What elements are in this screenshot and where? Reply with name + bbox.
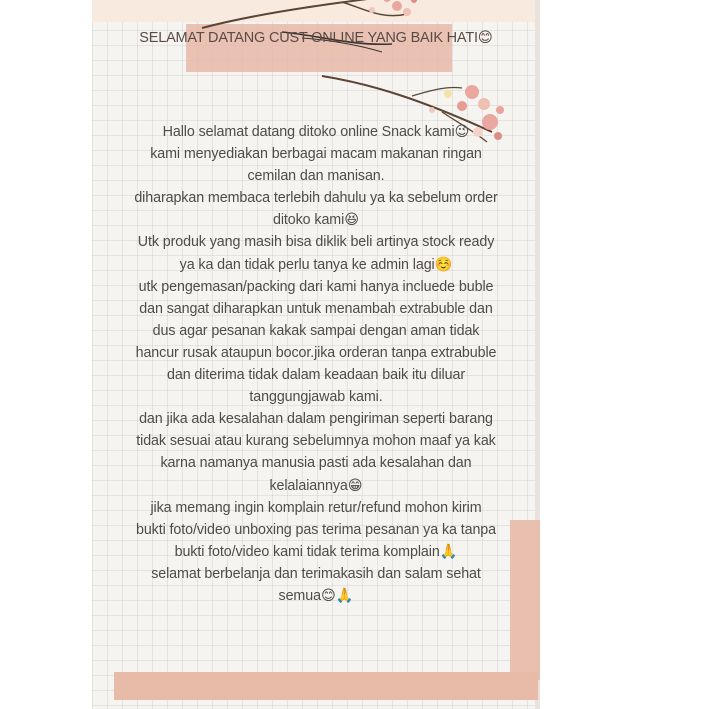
welcome-message (92, 121, 540, 607)
message-line: diharapkan membaca terlebih dahulu ya ka sebelum order (134, 190, 498, 207)
message-line: kelalaiannya😁 (269, 477, 363, 494)
message-line: bukti foto/video kami tidak terima komplain🙏 (174, 543, 458, 560)
message-line: hancur rusak ataupun bocor.jika orderan tanpa extrabuble (135, 344, 497, 361)
message-line: ya ka dan tidak perlu tanya ke admin lagi☺️ (179, 256, 453, 273)
message-line: selamat berbelanja dan terimakasih dan salam sehat (151, 565, 481, 582)
message-line: dan sangat diharapkan untuk menambah extrabuble dan (139, 300, 493, 317)
message-line: utk pengemasan/packing dari kami hanya incluede buble (138, 278, 494, 295)
message-line: dan jika ada kesalahan dalam pengiriman seperti barang (139, 411, 493, 428)
message-line: bukti foto/video unboxing pas terima pesanan ya ka tanpa (135, 521, 496, 538)
message-line: Utk produk yang masih bisa diklik beli artinya stock ready (137, 234, 495, 251)
message-line: tidak sesuai atau kurang sebelumnya mohon maaf ya kak (136, 433, 496, 450)
message-line: tanggungjawab kami. (249, 389, 383, 406)
bottom-washi-tape (114, 672, 538, 700)
message-line: dan diterima tidak dalam keadaan baik itu diluar (167, 367, 465, 384)
welcome-poster (92, 0, 540, 709)
message-line: Hallo selamat datang ditoko online Snack kami😉 (162, 124, 470, 140)
page-title: SELAMAT DATANG CUST ONLINE YANG BAIK HATI😊 (139, 30, 493, 46)
message-line: cemilan dan manisan. (247, 168, 385, 185)
message-line: kami menyediakan berbagai macam makanan ringan (150, 146, 482, 163)
message-line: dus agar pesanan kakak sampai dengan aman tidak (152, 322, 480, 339)
message-line: ditoko kami😆 (272, 212, 359, 229)
message-line: semua😊🙏 (278, 587, 354, 604)
message-line: jika memang ingin komplain retur/refund mohon kirim (150, 499, 482, 516)
message-line: karna namanya manusia pasti ada kesalahan dan (160, 455, 472, 472)
